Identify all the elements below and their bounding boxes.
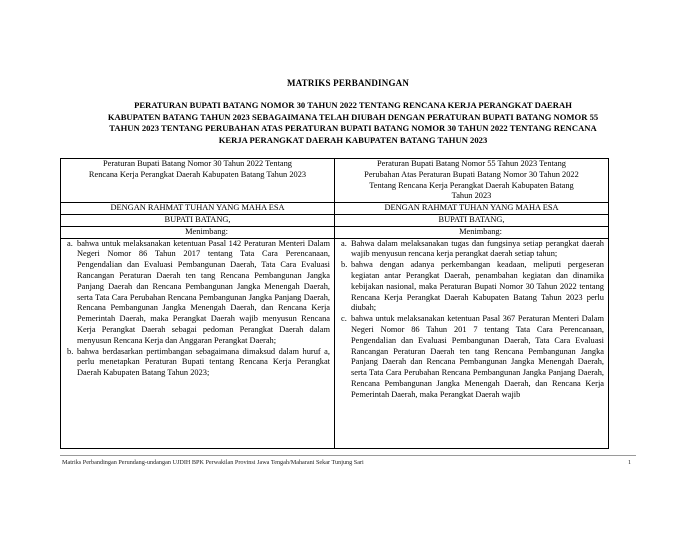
comparison-table — [60, 158, 609, 449]
rahmat-row — [61, 203, 609, 215]
menimbang-row — [61, 226, 609, 238]
left-menimbang-cell — [61, 226, 335, 238]
right-menimbang-cell — [335, 226, 609, 238]
item-text: bahwa dengan adanya perkembangan keadaan, meliputi pergeseran kegiatan antar Perangkat Daerah, penambahan kegiatan dan dinamika kebijakan nasional, maka Peraturan Bupati Nomor 30 Tahun 2022 tentang Rencana Kerja Perangkat Daerah Kabupaten Batang Tahun 2023 perlu diubah; — [351, 260, 604, 313]
left-column-header — [61, 159, 335, 203]
document-subtitle — [82, 100, 624, 146]
header-line: Tahun 2023 — [451, 191, 492, 201]
header-line: Perubahan Atas Peraturan Bupati Batang Nomor 30 Tahun 2022 — [364, 169, 579, 179]
footer-divider — [60, 455, 636, 456]
right-rahmat: DENGAN RAHMAT TUHAN YANG MAHA ESA — [335, 203, 609, 215]
right-considerations — [335, 238, 609, 448]
list-item — [65, 347, 330, 379]
item-letter: a. — [341, 238, 347, 248]
considerations-row — [61, 238, 609, 448]
subtitle-line: TAHUN 2023 TENTANG PERUBAHAN ATAS PERATURAN BUPATI BATANG NOMOR 30 TAHUN 2022 TENTANG RENCANA — [109, 123, 597, 134]
left-bupati: BUPATI BATANG, — [61, 214, 335, 226]
item-letter: a. — [67, 238, 73, 248]
right-bupati: BUPATI BATANG, — [335, 214, 609, 226]
item-text: bahwa untuk melaksanakan ketentuan Pasal 142 Peraturan Menteri Dalam Negeri Nomor 86 Tahun 2017 tentang Tata Cara Perencanaan, Pengendalian dan Evaluasi Pembangunan Daerah, Tata Cara Evaluasi Rancangan Peraturan Daerah ten tang Rencana Pembangunan Jangka Panjang Daerah dan Rencana Pembangunan Jangka Menengah Daerah, serta Tata Cara Perubahan Rencana Pembangunan Jangka Panjang Daerah, Rencana Pembangunan Jangka Menengah Daerah, dan Rencana Kerja Pemerintah Daerah, maka Perangkat Daerah wajib menyusun Rencana Kerja Perangkat Daerah sebagai pedoman Perangkat Daerah dalam menyusun Rencana Kerja dan Anggaran Perangkat Daerah; — [77, 238, 330, 345]
footer-text: Matriks Perbandingan Perundang-undangan UJDIH BPK Perwakilan Provinsi Jawa Tengah/Maharani Sekar Tunjung Sari — [62, 459, 364, 466]
item-letter: b. — [341, 260, 348, 270]
right-menimbang: Menimbang: — [459, 226, 502, 236]
item-letter: c. — [341, 314, 347, 324]
right-column-header — [335, 159, 609, 203]
left-rahmat: DENGAN RAHMAT TUHAN YANG MAHA ESA — [61, 203, 335, 215]
list-item — [65, 239, 330, 347]
header-line: Tentang Rencana Kerja Perangkat Daerah Kabupaten Batang — [369, 180, 574, 190]
list-item — [339, 239, 604, 261]
item-text: bahwa berdasarkan pertimbangan sebagaimana dimaksud dalam huruf a, perlu menetapkan Peraturan Bupati tentang Rencana Kerja Perangkat Daerah Kabupaten Batang Tahun 2023; — [77, 346, 330, 378]
page-number: 1 — [628, 459, 632, 466]
header-line: Rencana Kerja Perangkat Daerah Kabupaten Batang Tahun 2023 — [88, 169, 307, 179]
subtitle-line: KERJA PERANGKAT DAERAH KABUPATEN BATANG TAHUN 2023 — [218, 134, 488, 145]
left-considerations — [61, 238, 335, 448]
left-menimbang: Menimbang: — [185, 226, 228, 236]
table-header-row — [61, 159, 609, 203]
item-text: bahwa untuk melaksanakan ketentuan Pasal 367 Peraturan Menteri Dalam Negeri Nomor 86 Tahun 201 7 tentang Tata Cara Perencanaan, Pengendalian dan Evaluasi Pembangunan Daerah, Tata Cara Evaluasi Rancangan Peraturan Daerah ten tang Rencana Pembangunan Jangka Panjang Daerah dan Rencana Pembangunan Jangka Menengah Daerah, serta Tata Cara Perubahan Rencana Pembangunan Jangka Panjang Daerah, Rencana Pembangunan Jangka Menengah Daerah, dan Rencana Kerja Pemerintah Daerah, maka Perangkat Daerah wajib — [351, 314, 604, 399]
list-item — [339, 314, 604, 400]
bupati-row — [61, 214, 609, 226]
page-title: MATRIKS PERBANDINGAN — [286, 78, 410, 88]
header-line: Peraturan Bupati Batang Nomor 30 Tahun 2022 Tentang — [102, 159, 292, 168]
subtitle-line: KABUPATEN BATANG TAHUN 2023 SEBAGAIMANA TELAH DIUBAH DENGAN PERATURAN BUPATI BATANG NOMOR 55 — [107, 111, 599, 122]
list-item — [339, 260, 604, 314]
subtitle-line: PERATURAN BUPATI BATANG NOMOR 30 TAHUN 2022 TENTANG RENCANA KERJA PERANGKAT DAERAH — [134, 100, 572, 110]
item-text: Bahwa dalam melaksanakan tugas dan fungsinya setiap perangkat daerah wajib menyusun rencana kerja perangkat daerah setiap tahun; — [351, 238, 604, 259]
item-letter: b. — [67, 346, 74, 356]
header-line: Peraturan Bupati Batang Nomor 55 Tahun 2023 Tentang — [376, 159, 566, 168]
